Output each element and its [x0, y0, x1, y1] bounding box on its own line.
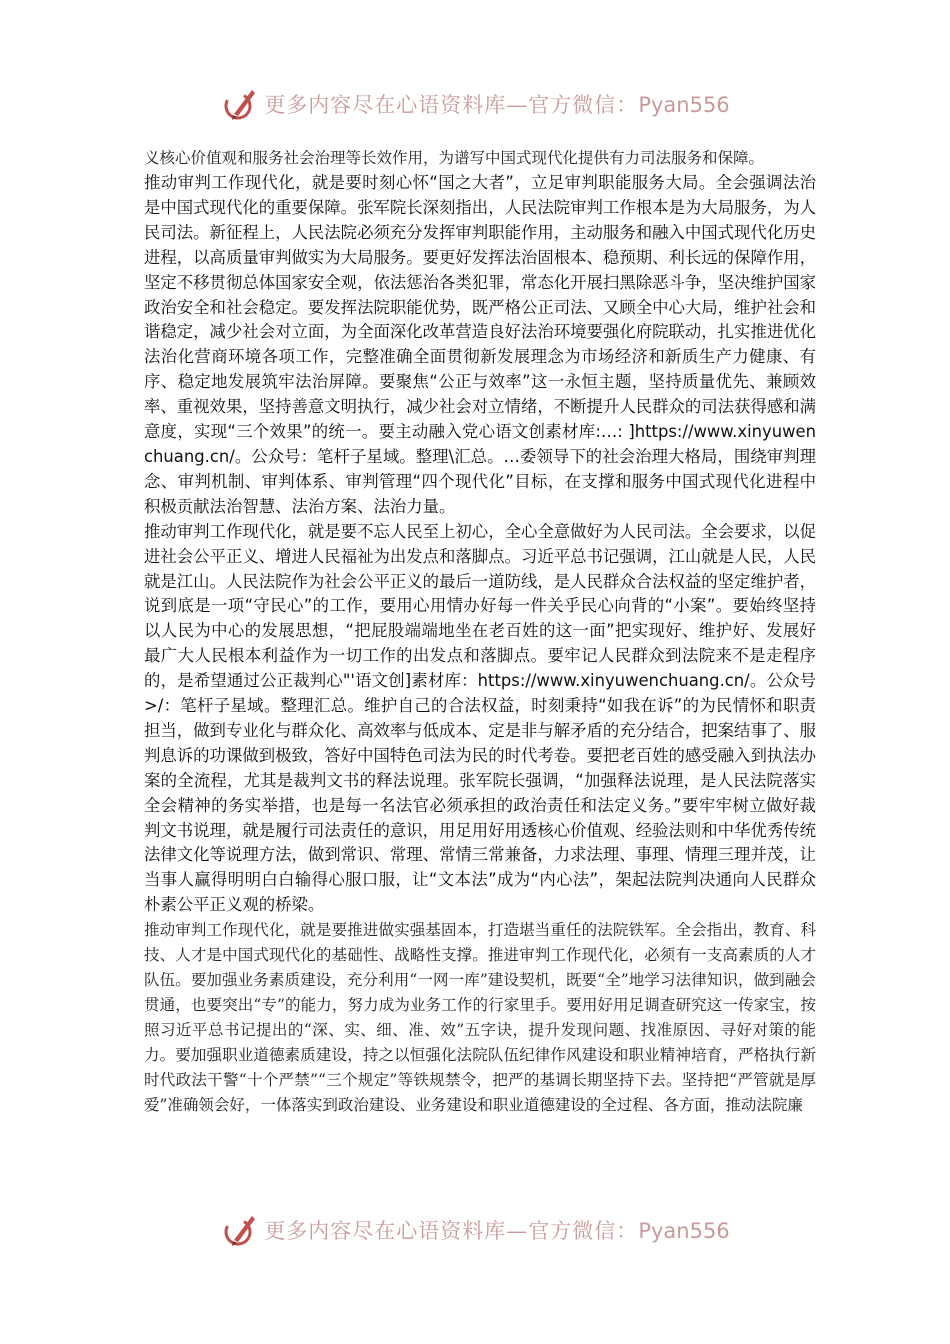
footer-banner [0, 1206, 950, 1254]
wechat-id: Pyan556 [638, 93, 730, 117]
paragraph-4: 推动审判工作现代化，就是要推进做实强基固本，打造堪当重任的法院铁军。全会指出，教育、科技、人才是中国式现代化的基础性、战略性支撑。推进审判工作现代化，必须有一支高素质的人才队伍。要加强业务素质建设，充分利用“一网一库”建设契机，既要“全”地学习法律知识，做到融会贯通，也要突出“专”的能力，努力成为业务工作的行家里手。要用好用足调查研究这一传家宝，按照习近平总书记提出的“深、实、细、准、效”五字诀，提升发现问题、找准原因、寻好对策的能力。要加强职业道德素质建设，持之以恒强化法院队伍纪律作风建设和职业精神培育，严格执行新时代政法干警“十个严禁”“三个规定”等铁规禁令，把严的基调长期坚持下去。坚持把“严管就是厚爱”准确领会好，一体落实到政治建设、业务建设和职业道德建设的全过程、各方面，推动法院廉 [144, 921, 816, 1115]
document-body [144, 146, 816, 1118]
banner-text: 更多内容尽在心语资料库—官方微信：Pyan556 [264, 93, 730, 117]
header-banner [0, 80, 950, 128]
banner-text: 更多内容尽在心语资料库—官方微信：Pyan556 [264, 1219, 730, 1243]
wechat-id: Pyan556 [638, 1219, 730, 1243]
paragraph-3: 推动审判工作现代化，就是要不忘人民至上初心，全心全意做好为人民司法。全会要求，以促进社会公平正义、增进人民福祉为出发点和落脚点。习近平总书记强调，江山就是人民，人民就是江山。人民法院作为社会公平正义的最后一道防线，是人民群众合法权益的坚定维护者，说到底是一项“守民心”的工作，要用心用情办好每一件关乎民心向背的“小案”。要始终坚持以人民为中心的发展思想，“把屁股端端地坐在老百姓的这一面”把实现好、维护好、发展好最广大人民根本利益作为一切工作的出发点和落脚点。要牢记人民群众到法院来不是走程序的，是希望通过公正裁判心"'语文创]素材库：https://www.xinyuwenchuang.cn/。公众号>/：笔杆子星域。整理汇总。维护自己的合法权益，时刻秉持“如我在诉”的为民情怀和职责担当，做到专业化与群众化、高效率与低成本、定是非与解矛盾的充分结合，把案结事了、服判息诉的功课做到极致，答好中国特色司法为民的时代考卷。要把老百姓的感受融入到执法办案的全流程，尤其是裁判文书的释法说理。张军院长强调，“加强释法说理，是人民法院落实全会精神的务实举措，也是每一名法官必须承担的政治责任和法定义务。”要牢牢树立做好裁判文书说理，就是履行司法责任的意识，用足用好用透核心价值观、经验法则和中华优秀传统法律文化等说理方法，做到常识、常理、常情三常兼备，力求法理、事理、情理三理并茂，让当事人赢得明明白白输得心服口服，让“文本法”成为“内心法”，架起法院判决通向人民群众朴素公平正义观的桥梁。 [144, 521, 817, 915]
brush-pen-logo-icon [220, 84, 260, 124]
brush-pen-logo-icon [220, 1210, 260, 1250]
paragraph-2: 推动审判工作现代化，就是要时刻心怀“国之大者”，立足审判职能服务大局。全会强调法治是中国式现代化的重要保障。张军院长深刻指出，人民法院审判工作根本是为大局服务，为人民司法。新征程上，人民法院必须充分发挥审判职能作用，主动服务和融入中国式现代化历史进程，以高质量审判做实为大局服务。要更好发挥法治固根本、稳预期、利长远的保障作用，坚定不移贯彻总体国家安全观，依法惩治各类犯罪，常态化开展扫黑除恶斗争，坚决维护国家政治安全和社会稳定。要发挥法院职能优势，既严格公正司法、又顾全中心大局，维护社会和谐稳定，减少社会对立面，为全面深化改革营造良好法治环境要强化府院联动，扎实推进优化法治化营商环境各项工作，完整准确全面贯彻新发展理念为市场经济和新质生产力健康、有序、稳定地发展筑牢法治屏障。要聚焦“公正与效率”这一永恒主题，坚持质量优先、兼顾效率、重视效果，坚持善意文明执行，减少社会对立情绪，不断提升人民群众的司法获得感和满意度，实现“三个效果”的统一。要主动融入党心语文创素材库:…: ]https://www.xinyuwenchuang.cn/。公众号：笔杆子星域。整理\汇总。…委领导下的社会治理大格局，围绕审判理念、审判机制、审判体系、审判管理“四个现代化”目标，在支撑和服务中国式现代化进程中积极贡献法治智慧、法治方案、法治力量。 [144, 173, 817, 516]
paragraph-1: 义核心价值观和服务社会治理等长效作用，为谱写中国式现代化提供有力司法服务和保障。 [144, 149, 765, 167]
